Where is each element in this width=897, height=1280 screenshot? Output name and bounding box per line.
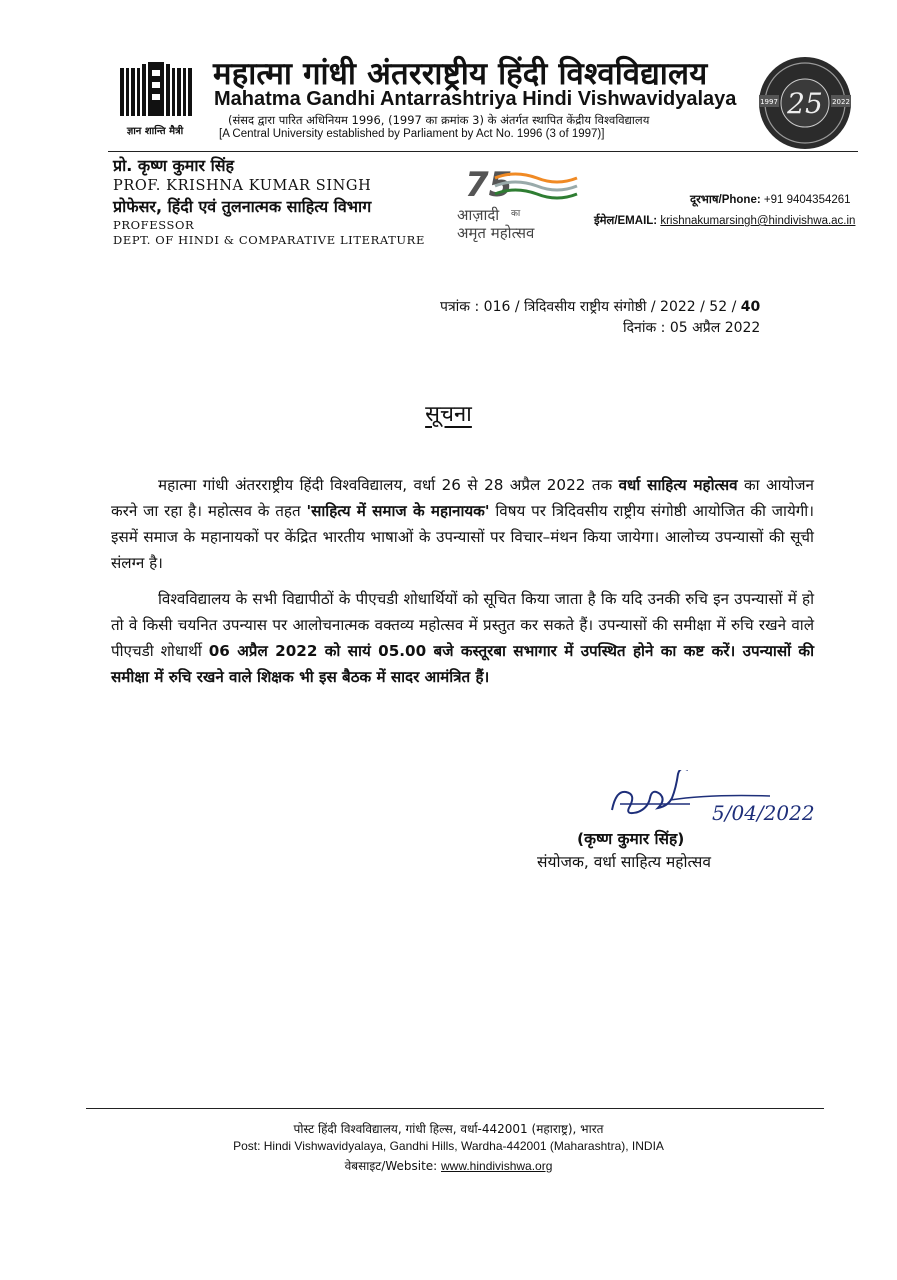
contact-phone: [690, 192, 851, 207]
email-link[interactable]: krishnakumarsingh@hindivishwa.ac.in: [660, 215, 856, 227]
footer-website: [0, 1157, 897, 1174]
p1-text-e: विषय पर त्रिदिवसीय राष्ट्रीय संगोष्ठी आयोजित की जायेगी। इसमें समाज के महानायकों पर केंद्रित भारतीय भाषाओं के उपन्यासों पर विचार–मंथन किया जायेगा। आलोच्य उपन्यासों की सूची संलग्न है।: [111, 502, 814, 572]
p2-text-a: विश्वविद्यालय के सभी विद्यापीठों के पीएचडी शोधार्थियों को सूचित किया जाता है कि यदि उनकी रुचि इन उपन्यासों में हो तो वे किसी चयनित उपन्यास पर आलोचनात्मक वक्तव्य महोत्सव में प्रस्तुत कर सकते हैं। उपन्यासों की समीक्षा में रुचि रखने वाले पीएचडी शोधार्थी: [111, 590, 814, 660]
signatory-role: संयोजक, वर्धा साहित्य महोत्सव: [537, 853, 712, 871]
p1-bold-topic: 'साहित्य में समाज के महानायक': [306, 502, 490, 520]
reference-prefix: पत्रांक : 016 / त्रिदिवसीय राष्ट्रीय संगोष्ठी / 2022 / 52 /: [440, 299, 741, 315]
seal-year-left: 1997: [760, 98, 778, 106]
phone-number: +91 9404354261: [763, 194, 851, 206]
azadi-line1: आज़ादी: [457, 206, 500, 224]
university-name-english: Mahatma Gandhi Antarrashtriya Hindi Vishwavidyalaya: [214, 88, 737, 110]
footer-address-hindi: पोस्ट हिंदी विश्वविद्यालय, गांधी हिल्स, वर्धा-442001 (महाराष्ट्र), भारत: [293, 1122, 604, 1136]
sender-title-hindi: प्रोफेसर, हिंदी एवं तुलनात्मक साहित्य विभाग: [113, 197, 372, 216]
notice-title: [0, 398, 897, 428]
p1-text-a: महात्मा गांधी अंतरराष्ट्रीय हिंदी विश्वविद्यालय, वर्धा 26 से 28 अप्रैल 2022 तक: [158, 476, 619, 494]
website-link[interactable]: www.hindivishwa.org: [441, 1159, 553, 1173]
reference-number: [440, 297, 760, 316]
paragraph-2: [111, 586, 814, 690]
university-name-hindi: महात्मा गांधी अंतरराष्ट्रीय हिंदी विश्वविद्यालय: [213, 56, 708, 92]
notice-title-text: सूचना: [425, 402, 472, 427]
p2-bold-meeting: 06 अप्रैल 2022 को सायं 05.00 बजे कस्तूरबा सभागार में उपस्थित होने का कष्ट करें। उपन्यासों की समीक्षा में रुचि रखने वाले शिक्षक भी इस बैठक में सादर आमंत्रित हैं।: [111, 642, 815, 686]
footer-divider: [86, 1108, 824, 1109]
paragraph-1: [111, 472, 814, 576]
azadi-ka: का: [511, 209, 521, 219]
website-label: वेबसाइट/Website:: [344, 1159, 442, 1173]
university-logo: [112, 62, 198, 138]
azadi-amrit-mahotsav-logo: [455, 160, 580, 242]
letter-date: दिनांक : 05 अप्रैल 2022: [623, 320, 761, 336]
anniversary-seal: [757, 55, 853, 151]
university-subtitle-english: [A Central University established by Parliament by Act No. 1996 (3 of 1997)]: [219, 128, 605, 140]
sender-name-hindi: प्रो. कृष्ण कुमार सिंह: [113, 156, 235, 175]
sender-name-english: PROF. KRISHNA KUMAR SINGH: [113, 178, 372, 194]
university-subtitle-hindi: (संसद द्वारा पारित अधिनियम 1996, (1997 का क्रमांक 3) के अंतर्गत स्थापित केंद्रीय विश्वविद्यालय: [228, 113, 650, 127]
signatory-name: (कृष्ण कुमार सिंह): [577, 830, 685, 848]
phone-label: दूरभाष/Phone:: [690, 194, 764, 206]
p1-bold-festival: वर्धा साहित्य महोत्सव: [618, 476, 738, 494]
notice-body: [111, 472, 814, 700]
signature-date: 5/04/2022: [712, 801, 815, 825]
header-divider: [108, 151, 858, 152]
seal-year-right: 2022: [832, 98, 850, 106]
seal-number: 25: [787, 87, 823, 120]
azadi-line2: अमृत महोत्सव: [457, 224, 535, 242]
reference-suffix: 40: [740, 299, 761, 315]
logo-motto: ज्ञान शान्ति मैत्री: [126, 126, 184, 137]
svg-text:75: 75: [465, 165, 513, 205]
footer-address-english: Post: Hindi Vishwavidyalaya, Gandhi Hills, Wardha-442001 (Maharashtra), INDIA: [233, 1139, 664, 1153]
email-label: ईमेल/EMAIL:: [594, 215, 661, 227]
sender-title-english: PROFESSOR: [113, 218, 195, 232]
contact-email: [594, 213, 855, 228]
sender-dept-english: DEPT. OF HINDI & COMPARATIVE LITERATURE: [113, 233, 425, 247]
handwritten-signature: [600, 770, 845, 830]
p1-text-c: का आयोजन करने जा रहा है। महोत्सव के तहत: [111, 476, 814, 520]
